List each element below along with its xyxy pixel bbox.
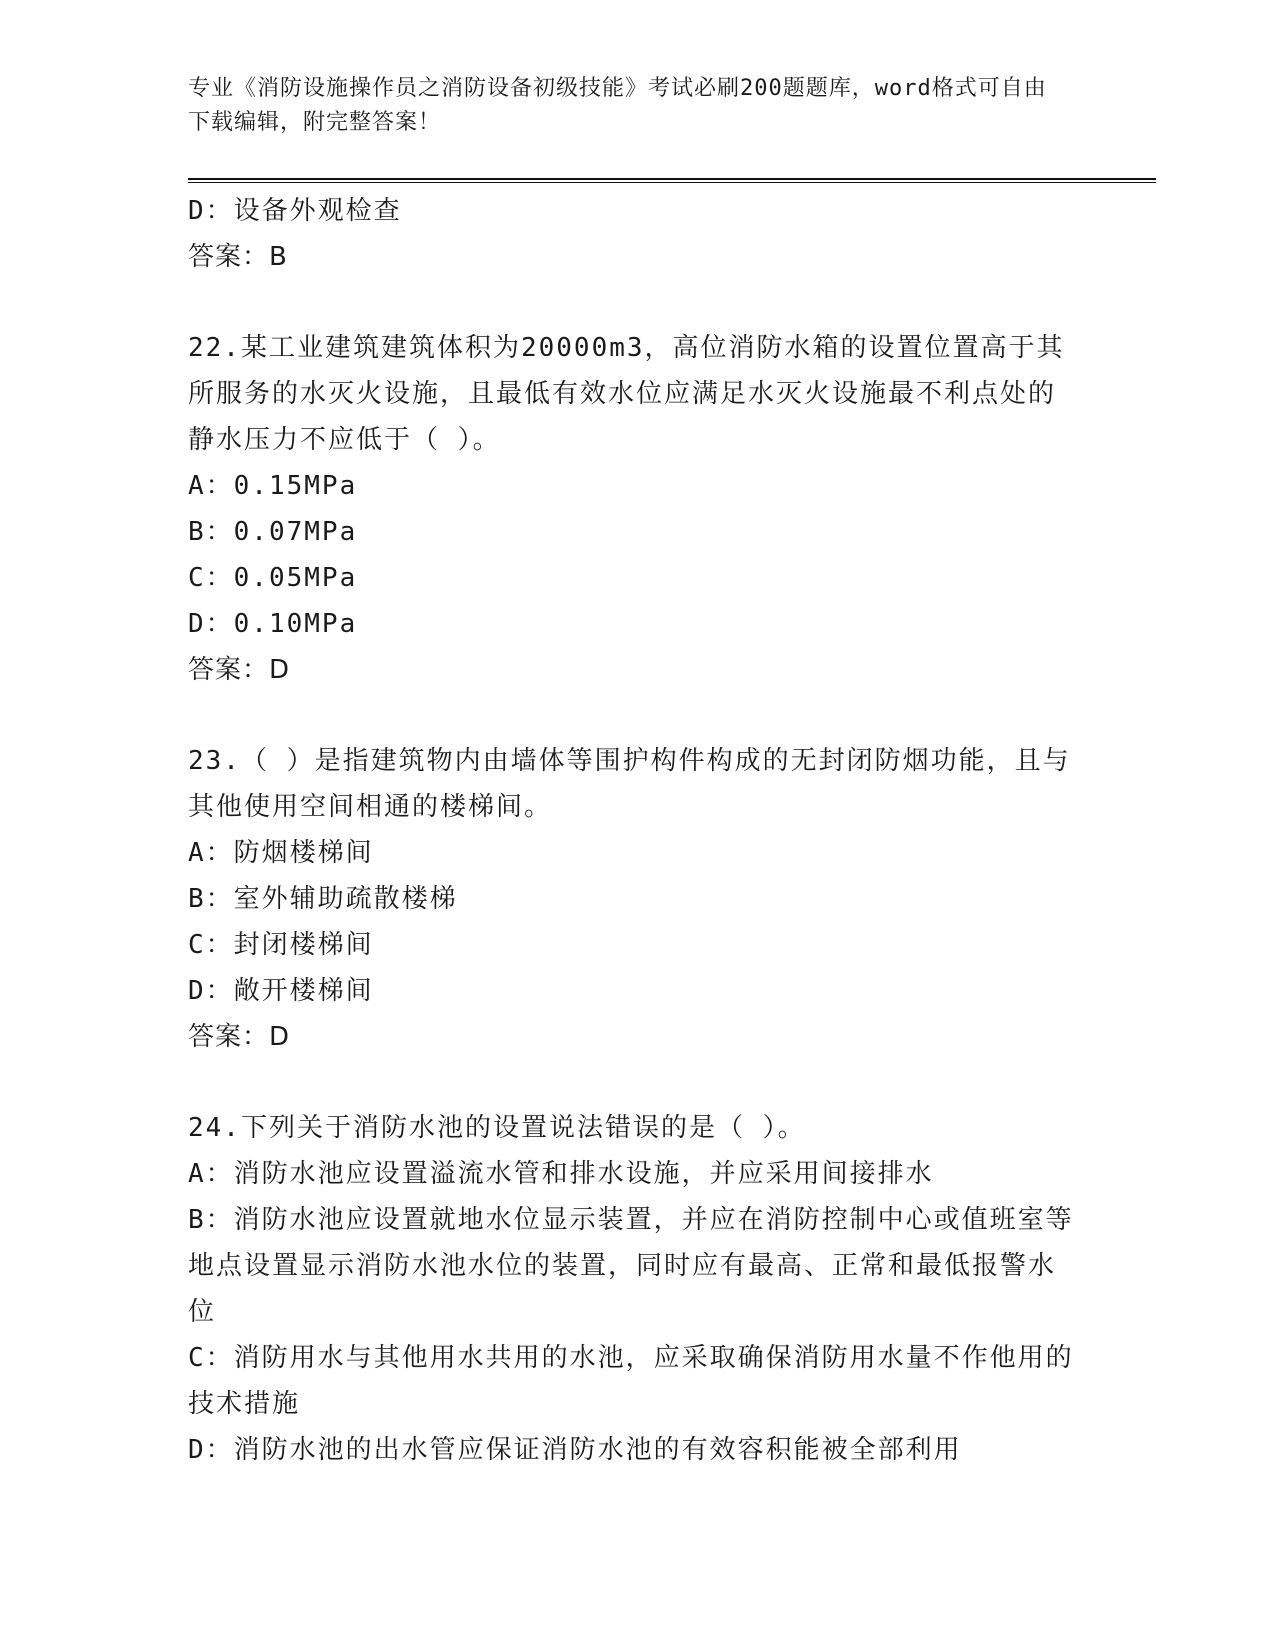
question-23 <box>188 738 1088 1060</box>
option-d: D：设备外观检查 <box>188 196 402 226</box>
option-a: A：消防水池应设置溢流水管和排水设施，并应采用间接排水 <box>188 1159 934 1189</box>
question-stem: 23.（ ）是指建筑物内由墙体等围护构件构成的无封闭防烟功能，且与其他使用空间相通的楼梯间。 <box>188 746 1071 822</box>
question-list <box>188 188 1088 1473</box>
option-a: A：防烟楼梯间 <box>188 838 374 868</box>
option-c: C：封闭楼梯间 <box>188 930 374 960</box>
option-c: C：消防用水与其他用水共用的水池，应采取确保消防用水量不作他用的技术措施 <box>188 1343 1074 1419</box>
question-stem: 22.某工业建筑建筑体积为20000m3，高位消防水箱的设置位置高于其所服务的水灭火设施，且最低有效水位应满足水灭火设施最不利点处的静水压力不应低于（ ）。 <box>188 333 1065 455</box>
question-stem: 24.下列关于消防水池的设置说法错误的是（ ）。 <box>188 1113 806 1143</box>
question-24 <box>188 1105 1088 1473</box>
document-header: 专业《消防设施操作员之消防设备初级技能》考试必刷200题题库，word格式可自由下载编辑，附完整答案！ <box>188 76 1047 135</box>
option-b: B：0.07MPa <box>188 517 358 547</box>
question-21-tail <box>188 188 1088 280</box>
option-d: D：敞开楼梯间 <box>188 976 374 1006</box>
answer: 答案：D <box>188 655 291 685</box>
option-c: C：0.05MPa <box>188 563 358 593</box>
option-b: B：室外辅助疏散楼梯 <box>188 884 458 914</box>
option-d: D：0.10MPa <box>188 609 358 639</box>
option-a: A：0.15MPa <box>188 471 358 501</box>
option-b: B：消防水池应设置就地水位显示装置，并应在消防控制中心或值班室等地点设置显示消防水池水位的装置，同时应有最高、正常和最低报警水位 <box>188 1205 1074 1327</box>
answer: 答案：B <box>188 242 288 272</box>
answer: 答案：D <box>188 1022 291 1052</box>
question-22 <box>188 325 1088 693</box>
option-d: D：消防水池的出水管应保证消防水池的有效容积能被全部利用 <box>188 1435 962 1465</box>
header-divider <box>188 178 1156 183</box>
